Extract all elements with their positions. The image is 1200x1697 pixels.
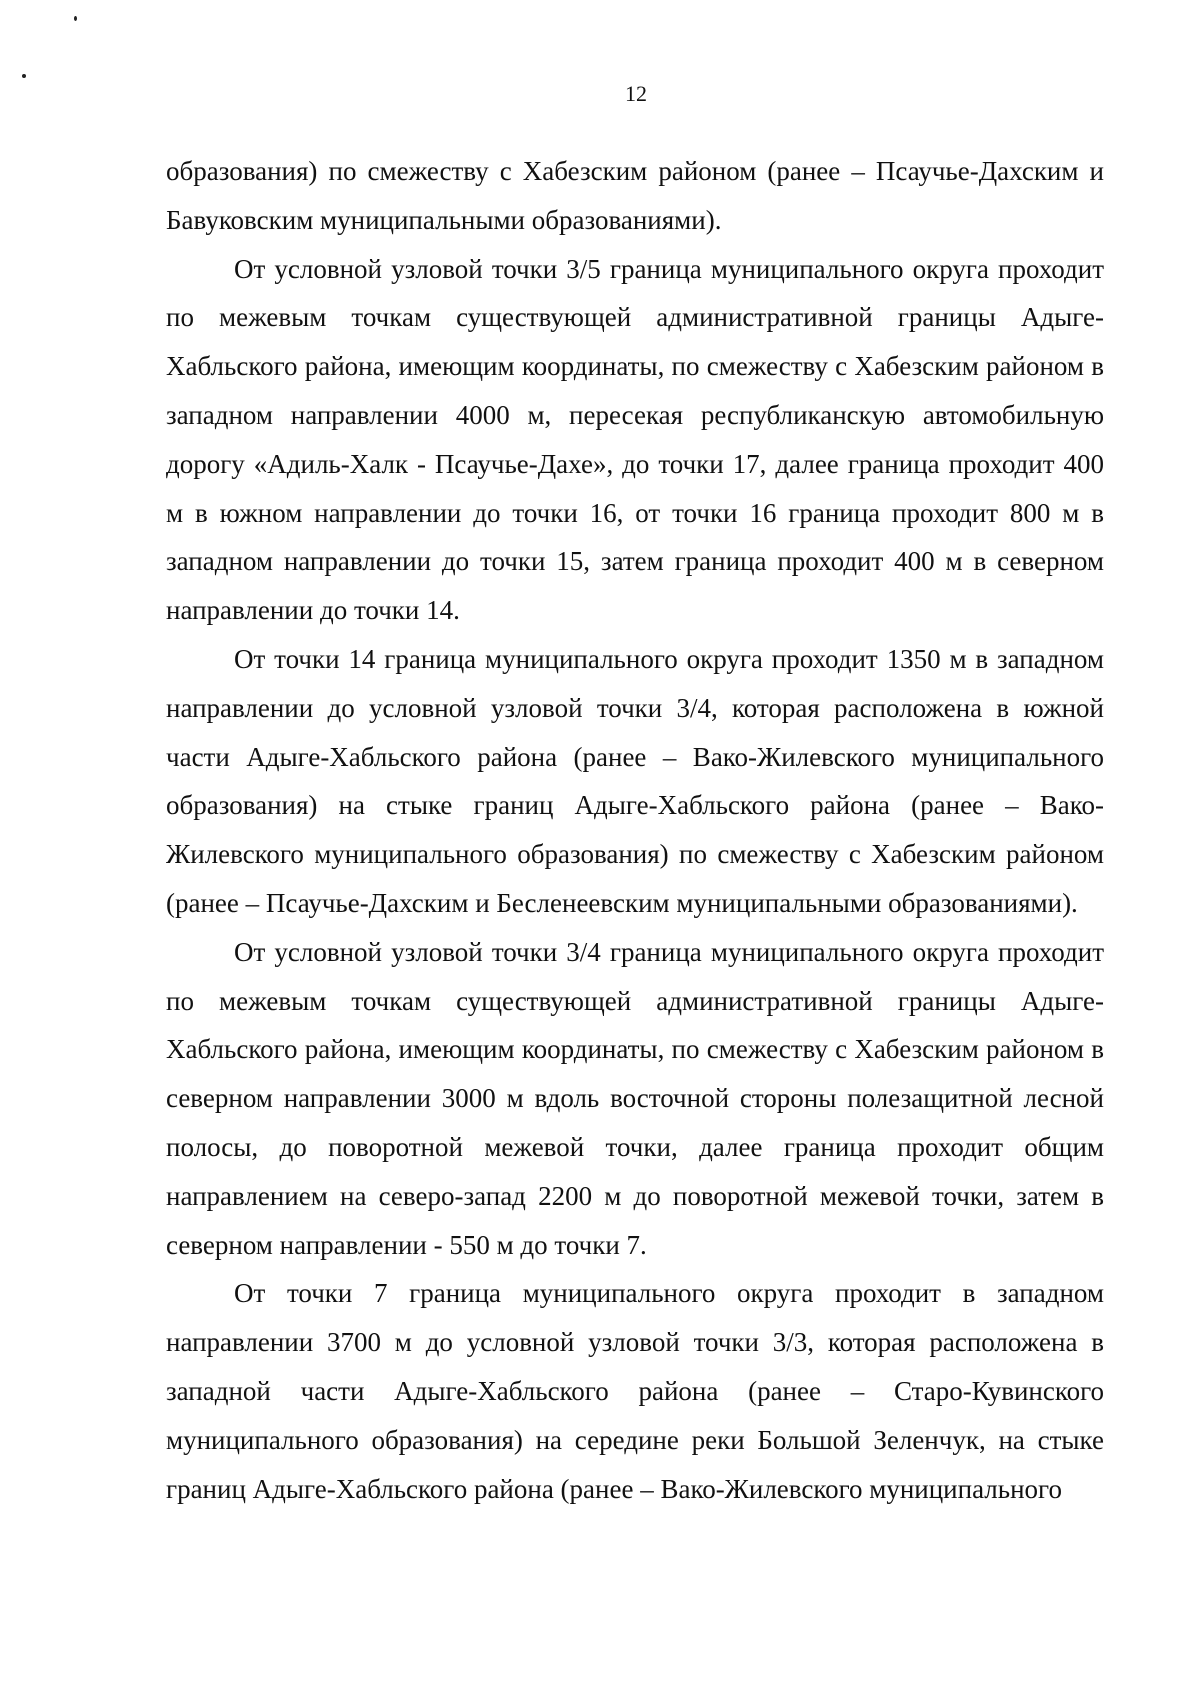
paragraph: От точки 7 граница муниципального округа проходит в западном направлении 3700 м до условной узловой точки 3/3, которая расположена в западной части Адыге-Хабльского района (ранее – Старо-Кувинского муниципального образования) на середине реки Большой Зеленчук, на стыке границ Адыге-Хабльского района (ранее – Вако-Жилевского муниципального bbox=[166, 1278, 1104, 1504]
paragraph: От точки 14 граница муниципального округа проходит 1350 м в западном направлении до условной узловой точки 3/4, которая расположена в южной части Адыге-Хабльского района (ранее – Вако-Жилевского муниципального образования) на стыке границ Адыге-Хабльского района (ранее – Вако-Жилевского муниципального образования) по смежеству с Хабезским районом (ранее – Псаучье-Дахским и Бесленеевским муниципальными образованиями). bbox=[166, 643, 1104, 918]
paragraph: От условной узловой точки 3/5 граница муниципального округа проходит по межевым точкам существующей административной границы Адыге-Хабльского района, имеющим координаты, по смежеству с Хабезским районом в западном направлении 4000 м, пересекая республиканскую автомобильную дорогу «Адиль-Халк - Псаучье-Дахе», до точки 17, далее граница проходит 400 м в южном направлении до точки 16, от точки 16 граница проходит 800 м в западном направлении до точки 15, затем граница проходит 400 м в северном направлении до точки 14. bbox=[166, 253, 1104, 626]
paragraph-continuation: образования) по смежеству с Хабезским районом (ранее – Псаучье-Дахским и Бавуковским муниципальными образованиями). bbox=[166, 156, 1104, 235]
page-number: 12 bbox=[625, 81, 647, 106]
scan-speck bbox=[74, 16, 77, 21]
paragraph: От условной узловой точки 3/4 граница муниципального округа проходит по межевым точкам существующей административной границы Адыге-Хабльского района, имеющим координаты, по смежеству с Хабезским районом в северном направлении 3000 м вдоль восточной стороны полезащитной лесной полосы, до поворотной межевой точки, далее граница проходит общим направлением на северо-запад 2200 м до поворотной межевой точки, затем в северном направлении - 550 м до точки 7. bbox=[166, 936, 1104, 1260]
document-body bbox=[166, 147, 1104, 1513]
scan-speck bbox=[22, 74, 26, 78]
